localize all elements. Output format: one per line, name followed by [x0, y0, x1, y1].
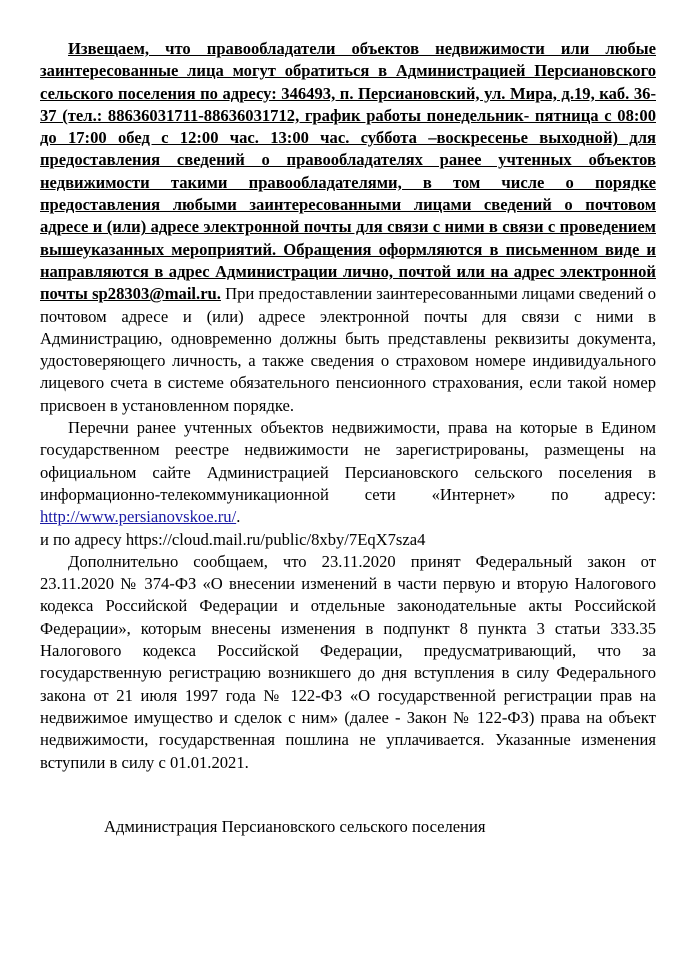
cloud-text: и по адресу https://cloud.mail.ru/public/8xby/7EqX7sza4 [40, 529, 426, 549]
site-link[interactable]: http://www.persianovskoe.ru/ [40, 507, 237, 527]
notice-regular-text: При предоставлении заинтересованными лицами сведений о почтовом адресе и (или) адресе электронной почты для связи с ними в Администрацию, одновременно должны быть представлены реквизиты документа, удостоверяющего личность, а также сведения о страховом номере индивидуального лицевого счета в системе обязательного пенсионного страхования, если такой номер присвоен в установленном порядке. [40, 284, 656, 415]
law-text: Дополнительно сообщаем, что 23.11.2020 принят Федеральный закон от 23.11.2020 № 374-ФЗ «О внесении изменений в части первую и вторую Налогового кодекса Российской Федерации и отдельные законодательные акты Российской Федерации», которым внесены изменения в подпункт 8 пункта 3 статьи 333.35 Налогового кодекса Российской Федерации, предусматривающий, что за государственную регистрацию возникшего до дня вступления в силу Федерального закона от 21 июля 1997 года № 122-ФЗ «О государственной регистрации прав на недвижимое имущество и сделок с ним» (далее - Закон № 122-ФЗ) права на объект недвижимости, государственная пошлина не уплачивается. Указанные изменения вступили в силу с 01.01.2021. [40, 551, 656, 772]
signature: Администрация Персиановского сельского поселения [104, 817, 486, 836]
lists-paragraph [40, 417, 656, 528]
cloud-line [40, 529, 656, 551]
notice-paragraph [40, 38, 656, 417]
site-link-period: . [236, 507, 241, 527]
notice-bold-text: Извещаем, что правообладатели объектов недвижимости или любые заинтересованные лица могут обратиться в Администрацией Персиановского сельского поселения по адресу: 346493, п. Персиановский, ул. Мира, д.19, каб. 36-37 (тел.: 88636031711-88636031712, график работы понедельник- пятница с 08:00 до 17:00 обед с 12:00 час. 13:00 час. суббота –воскресенье выходной) для предоставления сведений о правообладателях ранее учтенных объектов недвижимости такими правообладателями, в том числе о порядке предоставления любыми заинтересованными лицами сведений о почтовом адресе и (или) адресе электронной почты для связи с ними в связи с проведением вышеуказанных мероприятий. Обращения оформляются в письменном виде и направляются в адрес Администрации лично, почтой или на адрес электронной почты sp28303@mail.ru. [40, 39, 656, 304]
document-body [40, 38, 656, 774]
law-paragraph [40, 551, 656, 774]
lists-text: Перечни ранее учтенных объектов недвижимости, права на которые в Едином государственном реестре недвижимости не зарегистрированы, размещены на официальном сайте Администрацией Персиановского сельского поселения в информационно-телекоммуникационной сети «Интернет» по адресу: [40, 418, 656, 504]
